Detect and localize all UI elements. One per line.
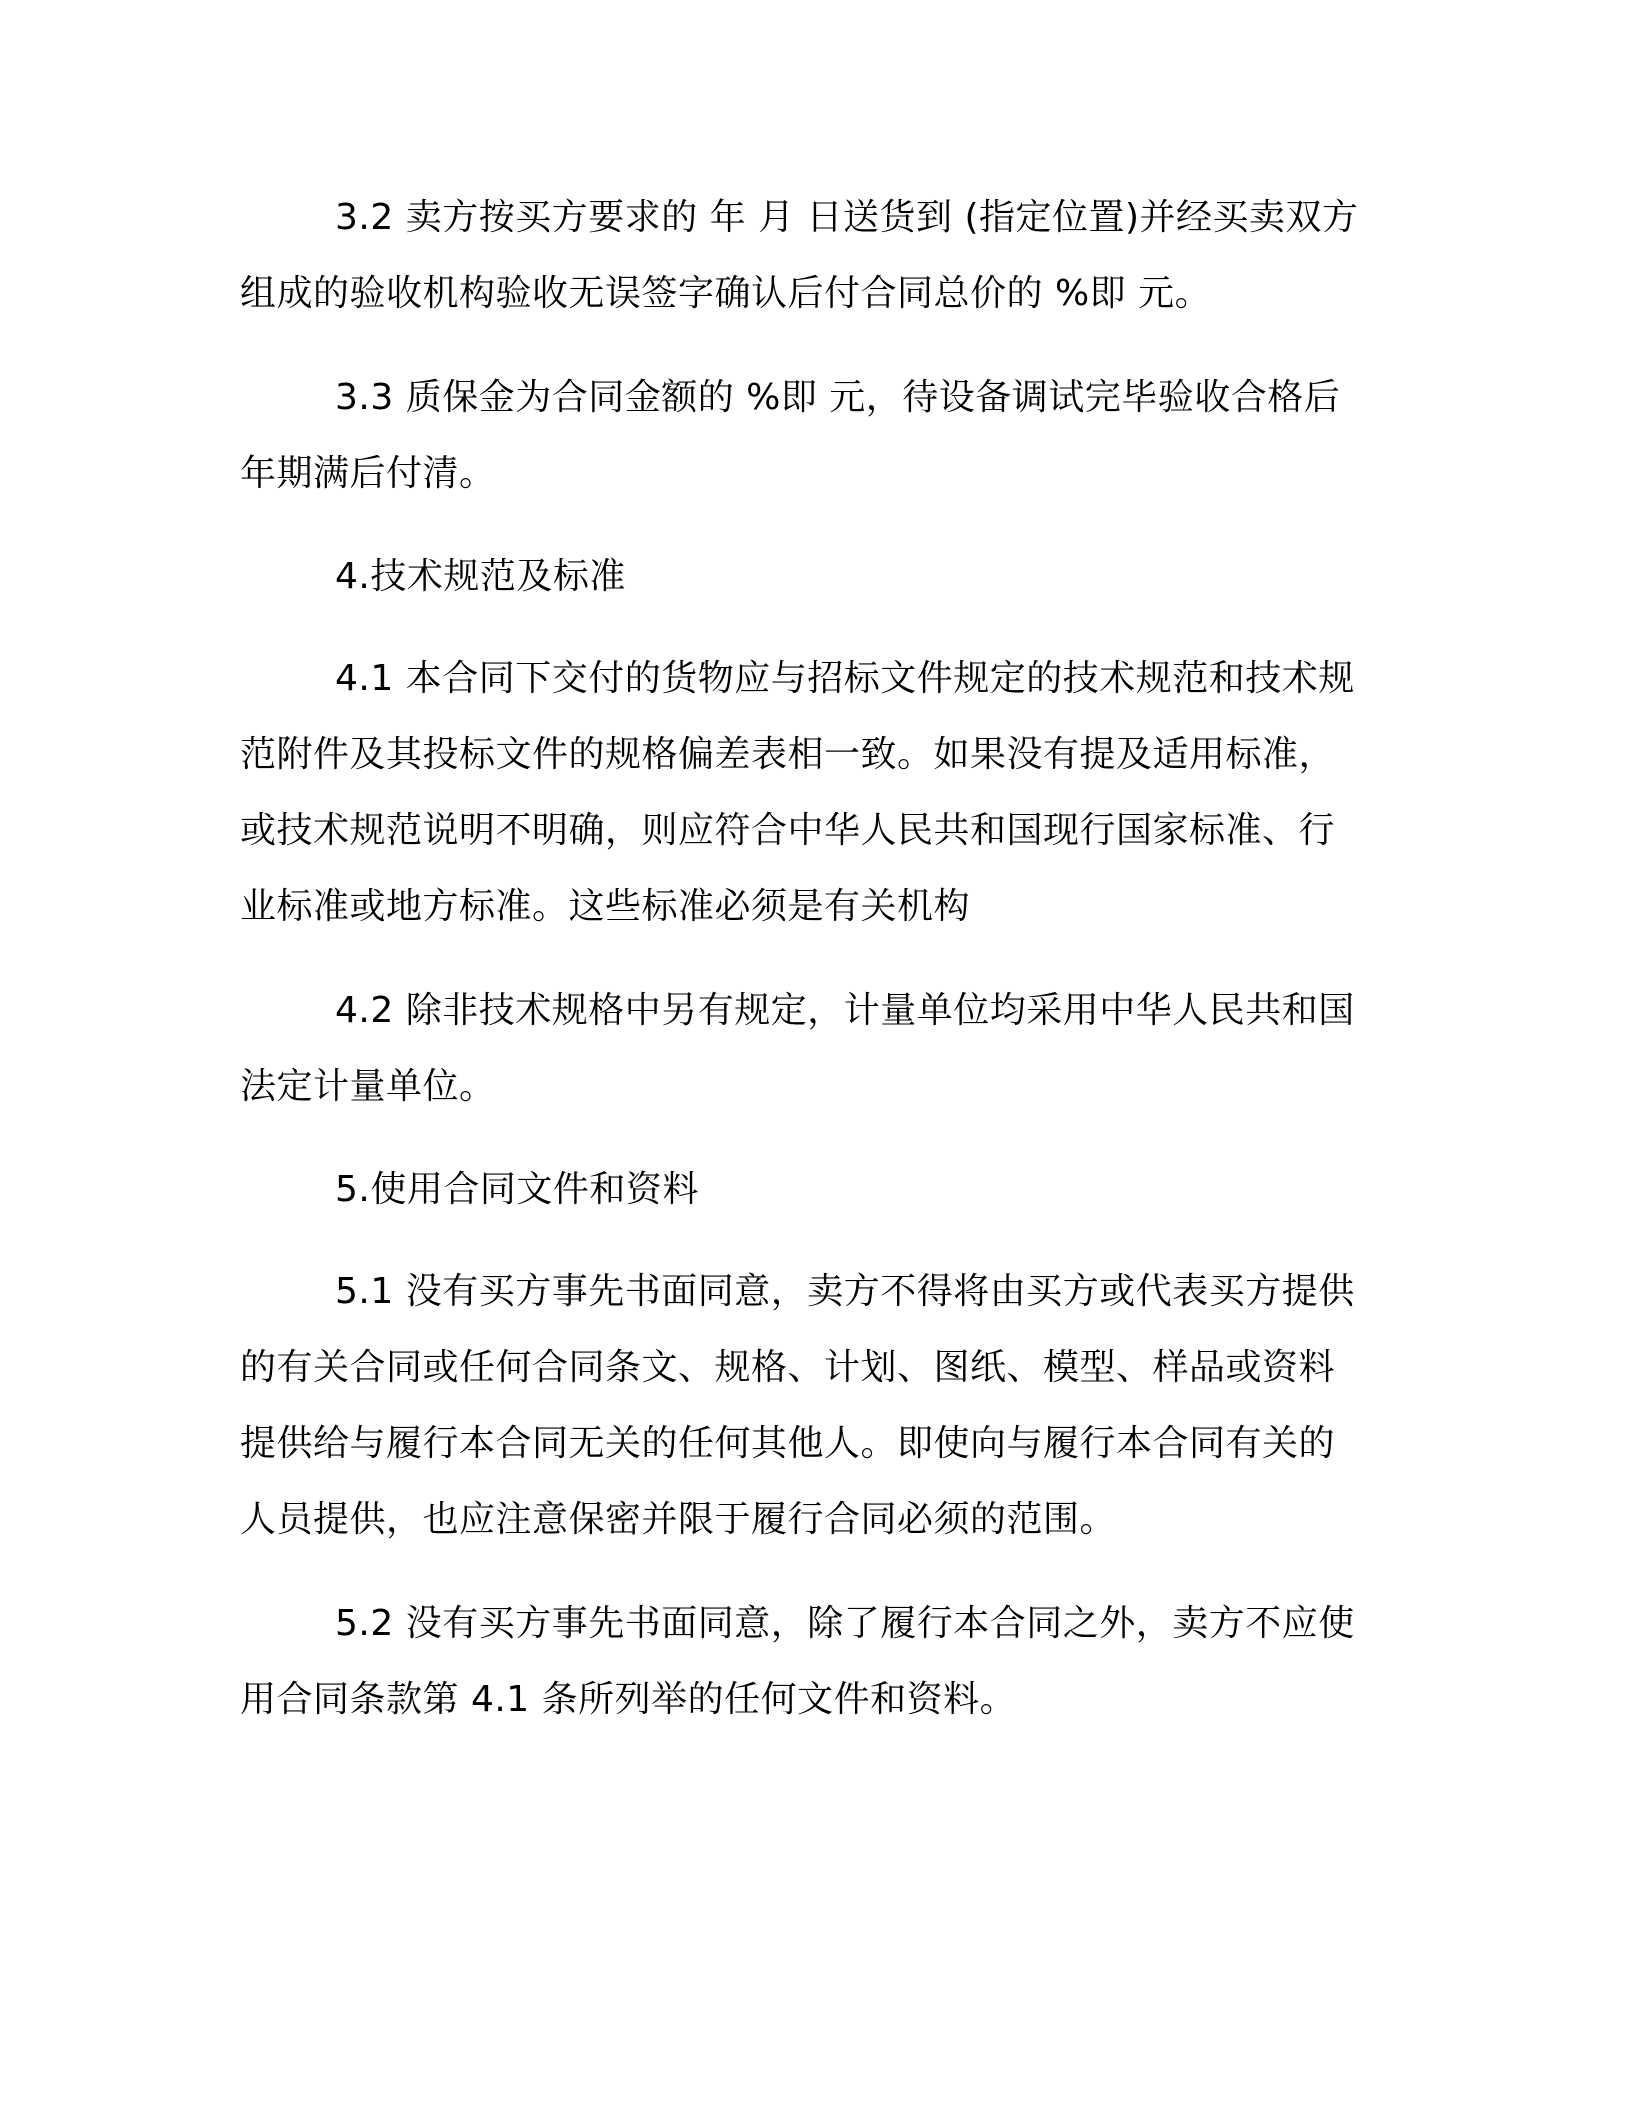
clause-5-1-line-3: 提供给与履行本合同无关的任何其他人。即使向与履行本合同有关的 [240, 1423, 1336, 1464]
clause-4-1-line-3: 或技术规范说明不明确，则应符合中华人民共和国现行国家标准、行 [240, 810, 1336, 851]
clause-3-2-line-2: 组成的验收机构验收无误签字确认后付合同总价的 %即 元。 [240, 273, 1212, 314]
clause-5-1-line-4: 人员提供，也应注意保密并限于履行合同必须的范围。 [240, 1499, 1117, 1540]
clause-5-1-line-1: 5.1 没有买方事先书面同意，卖方不得将由买方或代表买方提供 [335, 1271, 1355, 1312]
clause-4-1-line-4: 业标准或地方标准。这些标准必须是有关机构 [240, 886, 971, 927]
section-4-heading: 4.技术规范及标准 [335, 556, 626, 597]
clause-3-3-line-1: 3.3 质保金为合同金额的 %即 元，待设备调试完毕验收合格后 [335, 377, 1341, 418]
clause-4-2-line-1: 4.2 除非技术规格中另有规定，计量单位均采用中华人民共和国 [335, 990, 1355, 1031]
clause-4-2-line-2: 法定计量单位。 [240, 1066, 496, 1107]
section-5-heading: 5.使用合同文件和资料 [335, 1169, 699, 1210]
clause-5-2-line-2: 用合同条款第 4.1 条所列举的任何文件和资料。 [240, 1679, 1017, 1720]
clause-3-2-line-1: 3.2 卖方按买方要求的 年 月 日送货到 (指定位置)并经买卖双方 [335, 197, 1359, 238]
clause-5-2-line-1: 5.2 没有买方事先书面同意，除了履行本合同之外，卖方不应使 [335, 1603, 1355, 1644]
clause-5-1-line-2: 的有关合同或任何合同条文、规格、计划、图纸、模型、样品或资料 [240, 1347, 1336, 1388]
clause-4-1-line-2: 范附件及其投标文件的规格偏差表相一致。如果没有提及适用标准， [240, 734, 1336, 775]
clause-3-3-line-2: 年期满后付清。 [240, 453, 496, 494]
clause-4-1-line-1: 4.1 本合同下交付的货物应与招标文件规定的技术规范和技术规 [335, 658, 1355, 699]
